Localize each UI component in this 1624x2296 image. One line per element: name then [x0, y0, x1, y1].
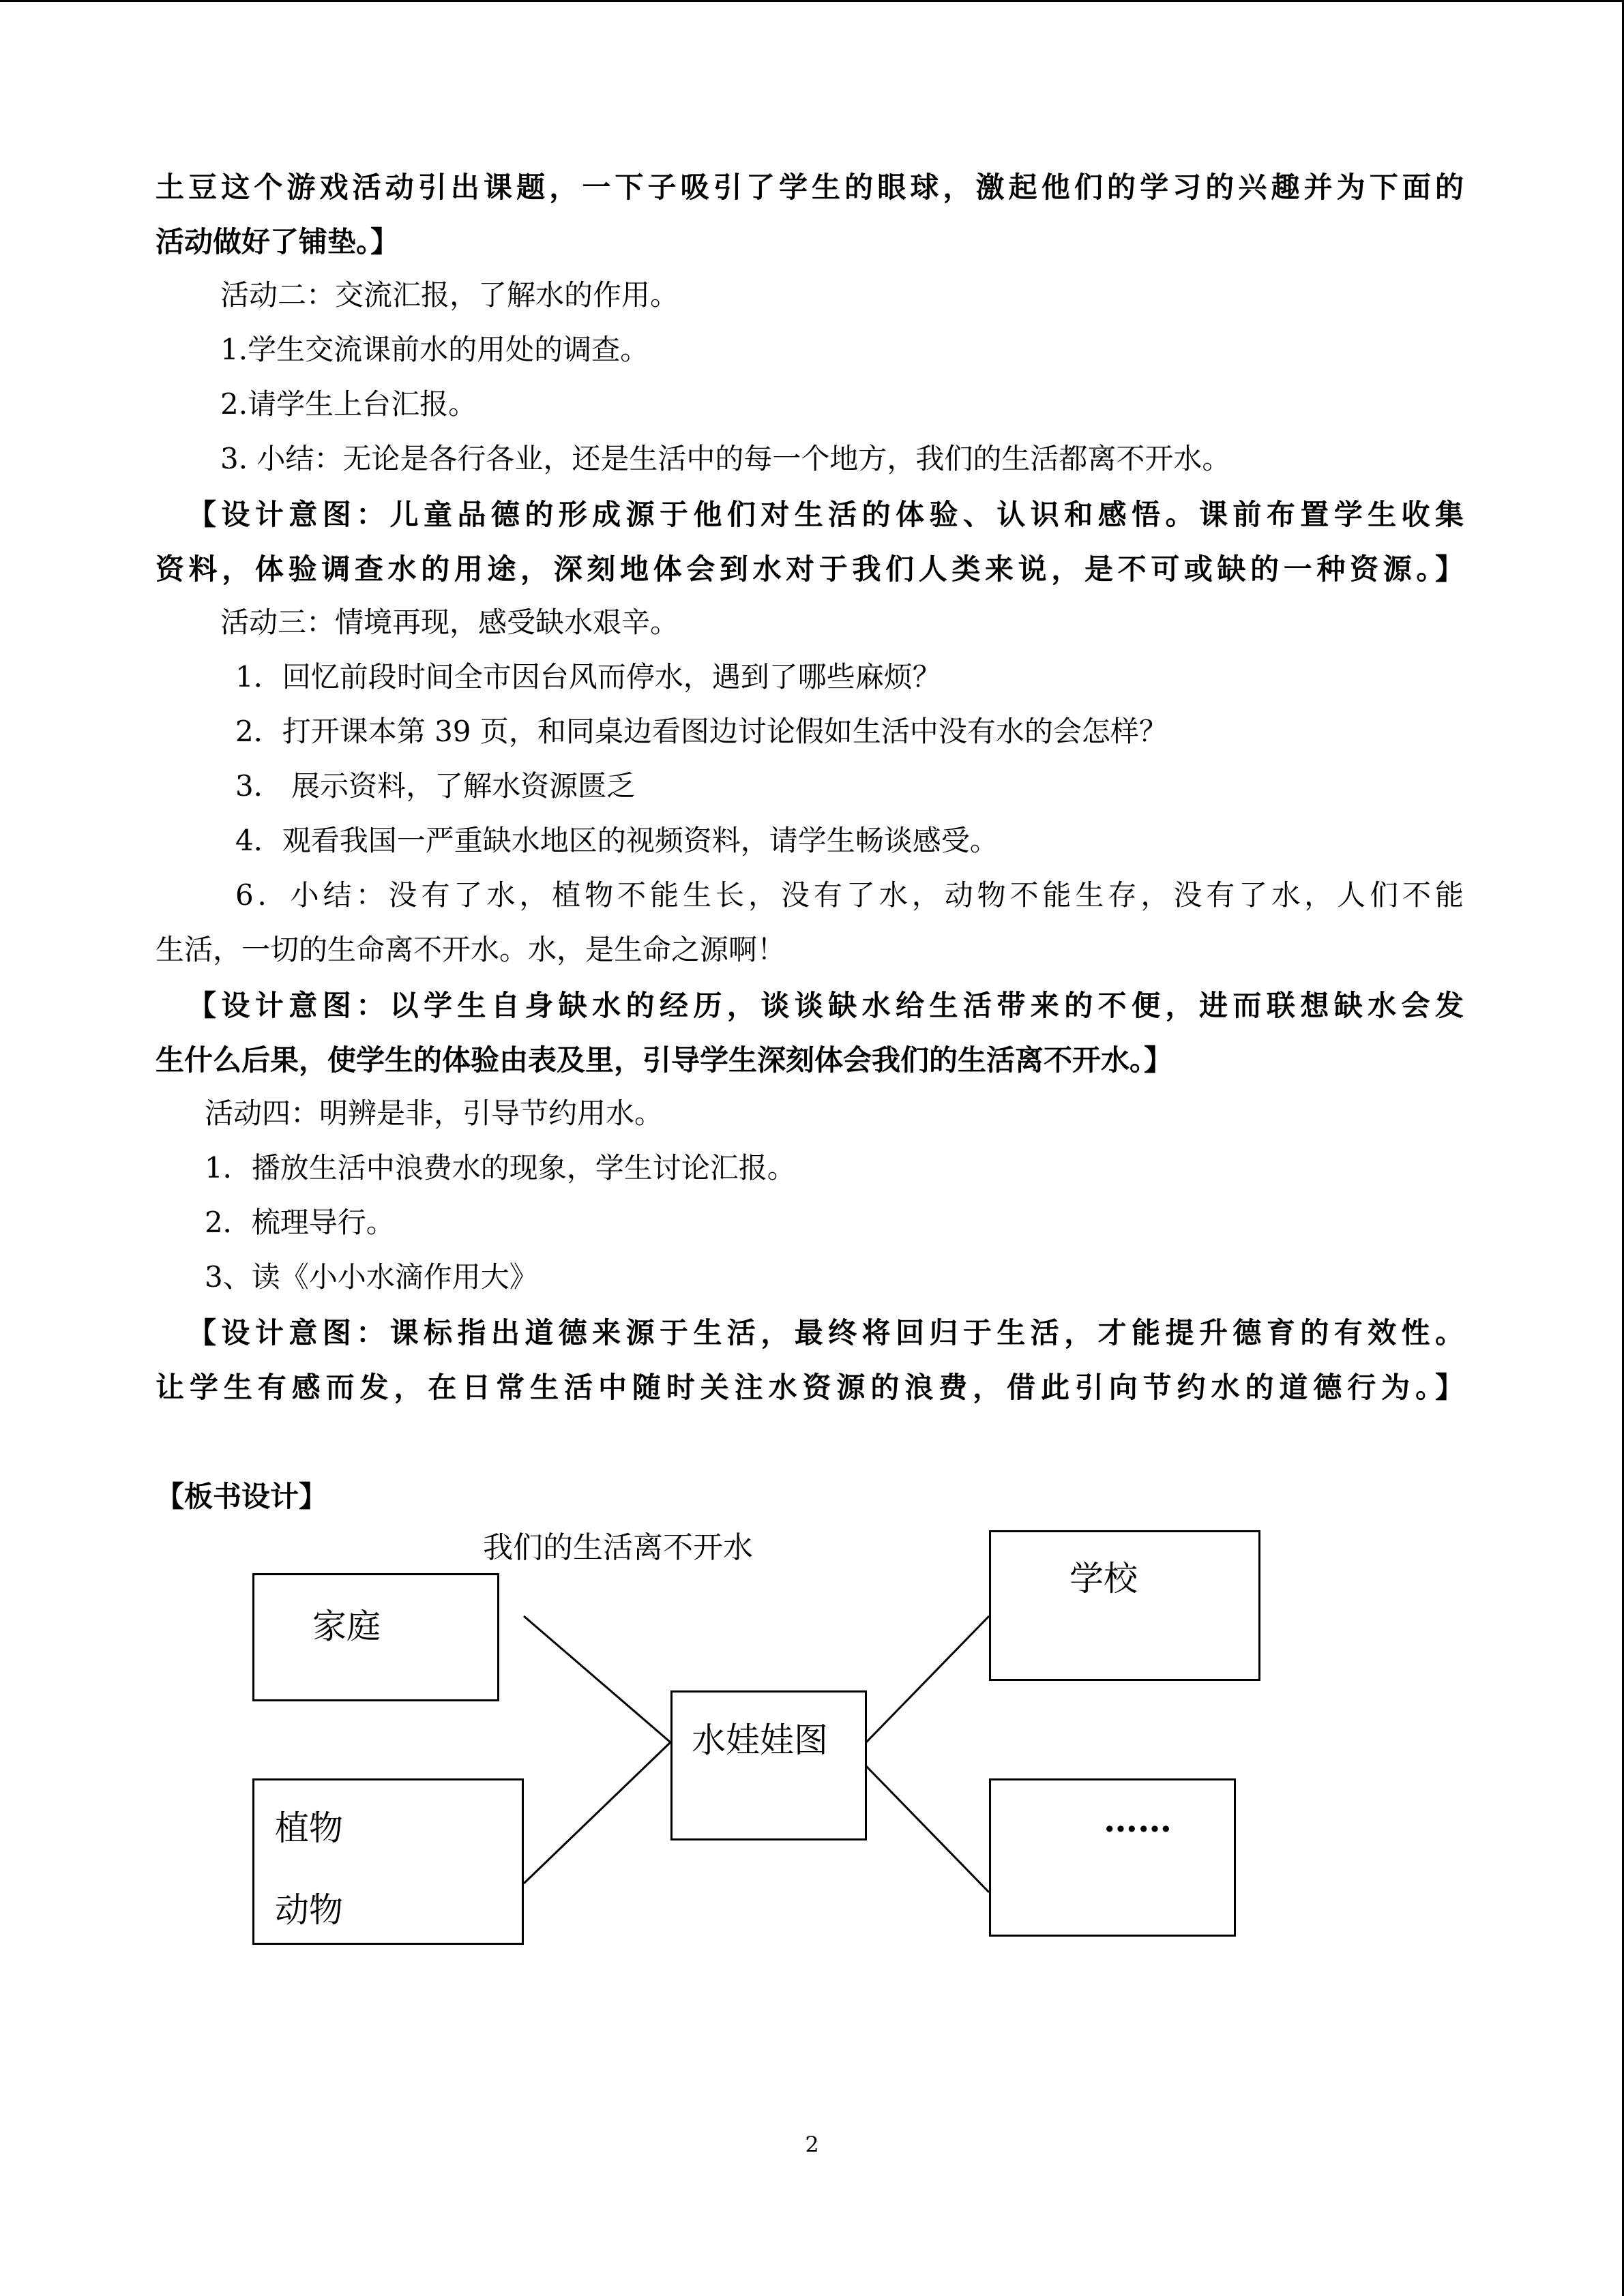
connector-center-more: [866, 1766, 989, 1892]
design-intent-4-line-2: 让学生有感而发，在日常生活中随时关注水资源的浪费，借此引向节约水的道德行为。】: [156, 1371, 1464, 1404]
board-box-more-label: ……: [1104, 1800, 1172, 1840]
board-box-plants-animals: [252, 1778, 524, 1945]
board-box-school-label: 学校: [1069, 1559, 1138, 1598]
board-box-center: [670, 1690, 867, 1840]
paragraph-intro-line-2: 活动做好了铺垫。】: [156, 225, 400, 258]
activity-3-item-6-line-2: 生活，一切的生命离不开水。水，是生命之源啊！: [156, 933, 786, 966]
board-box-family: [252, 1573, 499, 1701]
board-box-plants-label: 植物: [275, 1808, 343, 1848]
activity-2-item-1: 1.学生交流课前水的用处的调查。: [220, 333, 649, 366]
design-intent-4-line-1: 【设计意图：课标指出道德来源于生活，最终将回归于生活，才能提升德育的有效性。: [188, 1316, 1464, 1350]
design-intent-2-line-1: 【设计意图：儿童品德的形成源于他们对生活的体验、认识和感悟。课前布置学生收集: [188, 498, 1464, 531]
connector-plants-center: [524, 1742, 670, 1883]
design-intent-2-line-2: 资料，体验调查水的用途，深刻地体会到水对于我们人类来说，是不可或缺的一种资源。】: [156, 552, 1464, 586]
activity-4-title: 活动四：明辨是非，引导节约用水。: [205, 1097, 664, 1130]
activity-3-item-2: 2．打开课本第 39 页，和同桌边看图边讨论假如生活中没有水的会怎样？: [235, 715, 1168, 748]
activity-2-item-3: 3. 小结：无论是各行各业，还是生活中的每一个地方，我们的生活都离不开水。: [220, 442, 1231, 475]
activity-2-item-2: 2.请学生上台汇报。: [220, 387, 477, 421]
activity-3-title: 活动三：情境再现，感受缺水艰辛。: [220, 606, 679, 639]
activity-3-item-1: 1．回忆前段时间全市因台风而停水，遇到了哪些麻烦？: [235, 660, 941, 694]
activity-4-item-2: 2．梳理导行。: [205, 1206, 395, 1239]
design-intent-3-line-2: 生什么后果，使学生的体验由表及里，引导学生深刻体会我们的生活离不开水。】: [156, 1043, 1173, 1077]
board-box-animals-label: 动物: [275, 1890, 343, 1930]
board-title: 我们的生活离不开水: [483, 1530, 753, 1565]
board-design-heading: 【板书设计】: [156, 1480, 328, 1513]
board-box-more: [989, 1778, 1236, 1937]
connector-center-school: [866, 1616, 989, 1742]
activity-3-item-3: 3． 展示资料，了解水资源匮乏: [235, 769, 636, 803]
activity-4-item-1: 1．播放生活中浪费水的现象，学生讨论汇报。: [205, 1151, 796, 1184]
activity-3-item-4: 4．观看我国一严重缺水地区的视频资料，请学生畅谈感受。: [235, 824, 999, 857]
connector-family-center: [524, 1616, 670, 1742]
paragraph-intro-line-1: 土豆这个游戏活动引出课题，一下子吸引了学生的眼球，激起他们的学习的兴趣并为下面的: [156, 170, 1464, 204]
board-box-center-label: 水娃娃图: [692, 1720, 828, 1760]
design-intent-3-line-1: 【设计意图：以学生自身缺水的经历，谈谈缺水给生活带来的不便，进而联想缺水会发: [188, 989, 1464, 1022]
page-number: 2: [805, 2132, 819, 2158]
top-border-rule: [0, 0, 1624, 2]
board-box-family-label: 家庭: [312, 1607, 381, 1646]
activity-2-title: 活动二：交流汇报，了解水的作用。: [220, 278, 679, 312]
activity-4-item-3: 3、读《小小水滴作用大》: [205, 1260, 538, 1294]
board-box-school: [989, 1530, 1260, 1681]
activity-3-item-6-line-1: 6．小结：没有了水，植物不能生长，没有了水，动物不能生存，没有了水，人们不能: [235, 878, 1464, 912]
